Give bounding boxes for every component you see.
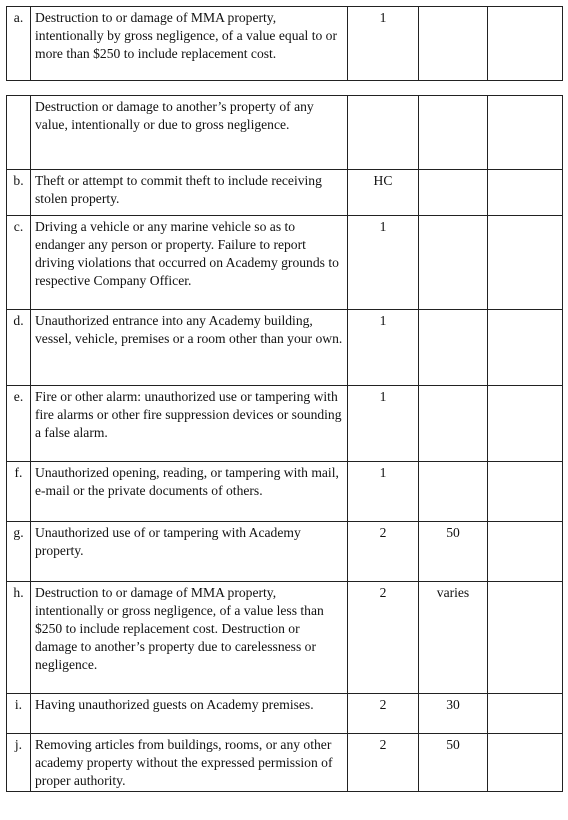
offense-extra	[488, 582, 563, 694]
offense-demerits: 2	[348, 522, 419, 582]
offense-fine	[419, 96, 488, 170]
offense-letter: f.	[7, 462, 31, 522]
offense-row	[7, 522, 563, 582]
offense-letter: i.	[7, 694, 31, 734]
offense-row	[7, 734, 563, 792]
offense-description: Unauthorized use of or tampering with Academy property.	[31, 522, 348, 582]
offense-fine	[419, 216, 488, 310]
offense-letter: a.	[7, 7, 31, 81]
offense-fine: 50	[419, 522, 488, 582]
offense-row	[7, 694, 563, 734]
offense-extra	[488, 170, 563, 216]
offense-row	[7, 386, 563, 462]
offense-fine: 30	[419, 694, 488, 734]
offense-row	[7, 462, 563, 522]
offense-row	[7, 216, 563, 310]
offense-fine	[419, 462, 488, 522]
offense-extra	[488, 694, 563, 734]
offense-extra	[488, 216, 563, 310]
offense-demerits: 2	[348, 734, 419, 792]
offense-demerits: 1	[348, 386, 419, 462]
offense-extra	[488, 310, 563, 386]
offense-row	[7, 310, 563, 386]
offense-extra	[488, 7, 563, 81]
offense-demerits: 2	[348, 694, 419, 734]
offense-row	[7, 96, 563, 170]
offense-row	[7, 7, 563, 81]
offense-letter: b.	[7, 170, 31, 216]
offense-demerits	[348, 96, 419, 170]
offense-letter: c.	[7, 216, 31, 310]
offense-table-top-body	[7, 7, 563, 81]
offense-demerits: HC	[348, 170, 419, 216]
offense-description: Driving a vehicle or any marine vehicle so as to endanger any person or property. Failure to report driving violations that occurred on Academy grounds to respective Company Officer.	[31, 216, 348, 310]
offense-description: Destruction to or damage of MMA property, intentionally or gross negligence, of a value less than $250 to include replacement cost. Destruction or damage to another’s property due to carelessness or negligence.	[31, 582, 348, 694]
offense-demerits: 2	[348, 582, 419, 694]
offense-letter: j.	[7, 734, 31, 792]
offense-row	[7, 582, 563, 694]
offense-demerits: 1	[348, 216, 419, 310]
offense-demerits: 1	[348, 310, 419, 386]
offense-table-main-body	[7, 96, 563, 792]
offense-fine	[419, 7, 488, 81]
offense-fine	[419, 386, 488, 462]
offense-row	[7, 170, 563, 216]
offense-description: Unauthorized entrance into any Academy building, vessel, vehicle, premises or a room other than your own.	[31, 310, 348, 386]
offense-table-top	[6, 6, 563, 81]
offense-fine: 50	[419, 734, 488, 792]
offense-description: Removing articles from buildings, rooms, or any other academy property without the expressed permission of proper authority.	[31, 734, 348, 792]
offense-extra	[488, 462, 563, 522]
offense-letter: e.	[7, 386, 31, 462]
offense-description: Destruction to or damage of MMA property, intentionally by gross negligence, of a value equal to or more than $250 to include replacement cost.	[31, 7, 348, 81]
offense-letter: g.	[7, 522, 31, 582]
offense-table-main	[6, 95, 563, 792]
offense-description: Fire or other alarm: unauthorized use or tampering with fire alarms or other fire suppression devices or sounding a false alarm.	[31, 386, 348, 462]
offense-fine	[419, 170, 488, 216]
offense-demerits: 1	[348, 462, 419, 522]
offense-description: Theft or attempt to commit theft to include receiving stolen property.	[31, 170, 348, 216]
offense-description: Unauthorized opening, reading, or tampering with mail, e-mail or the private documents of others.	[31, 462, 348, 522]
offense-letter	[7, 96, 31, 170]
offense-letter: d.	[7, 310, 31, 386]
offense-extra	[488, 734, 563, 792]
offense-extra	[488, 96, 563, 170]
offense-extra	[488, 522, 563, 582]
offense-demerits: 1	[348, 7, 419, 81]
offense-description: Having unauthorized guests on Academy premises.	[31, 694, 348, 734]
offense-extra	[488, 386, 563, 462]
offense-letter: h.	[7, 582, 31, 694]
offense-description: Destruction or damage to another’s property of any value, intentionally or due to gross negligence.	[31, 96, 348, 170]
offense-fine: varies	[419, 582, 488, 694]
offense-fine	[419, 310, 488, 386]
